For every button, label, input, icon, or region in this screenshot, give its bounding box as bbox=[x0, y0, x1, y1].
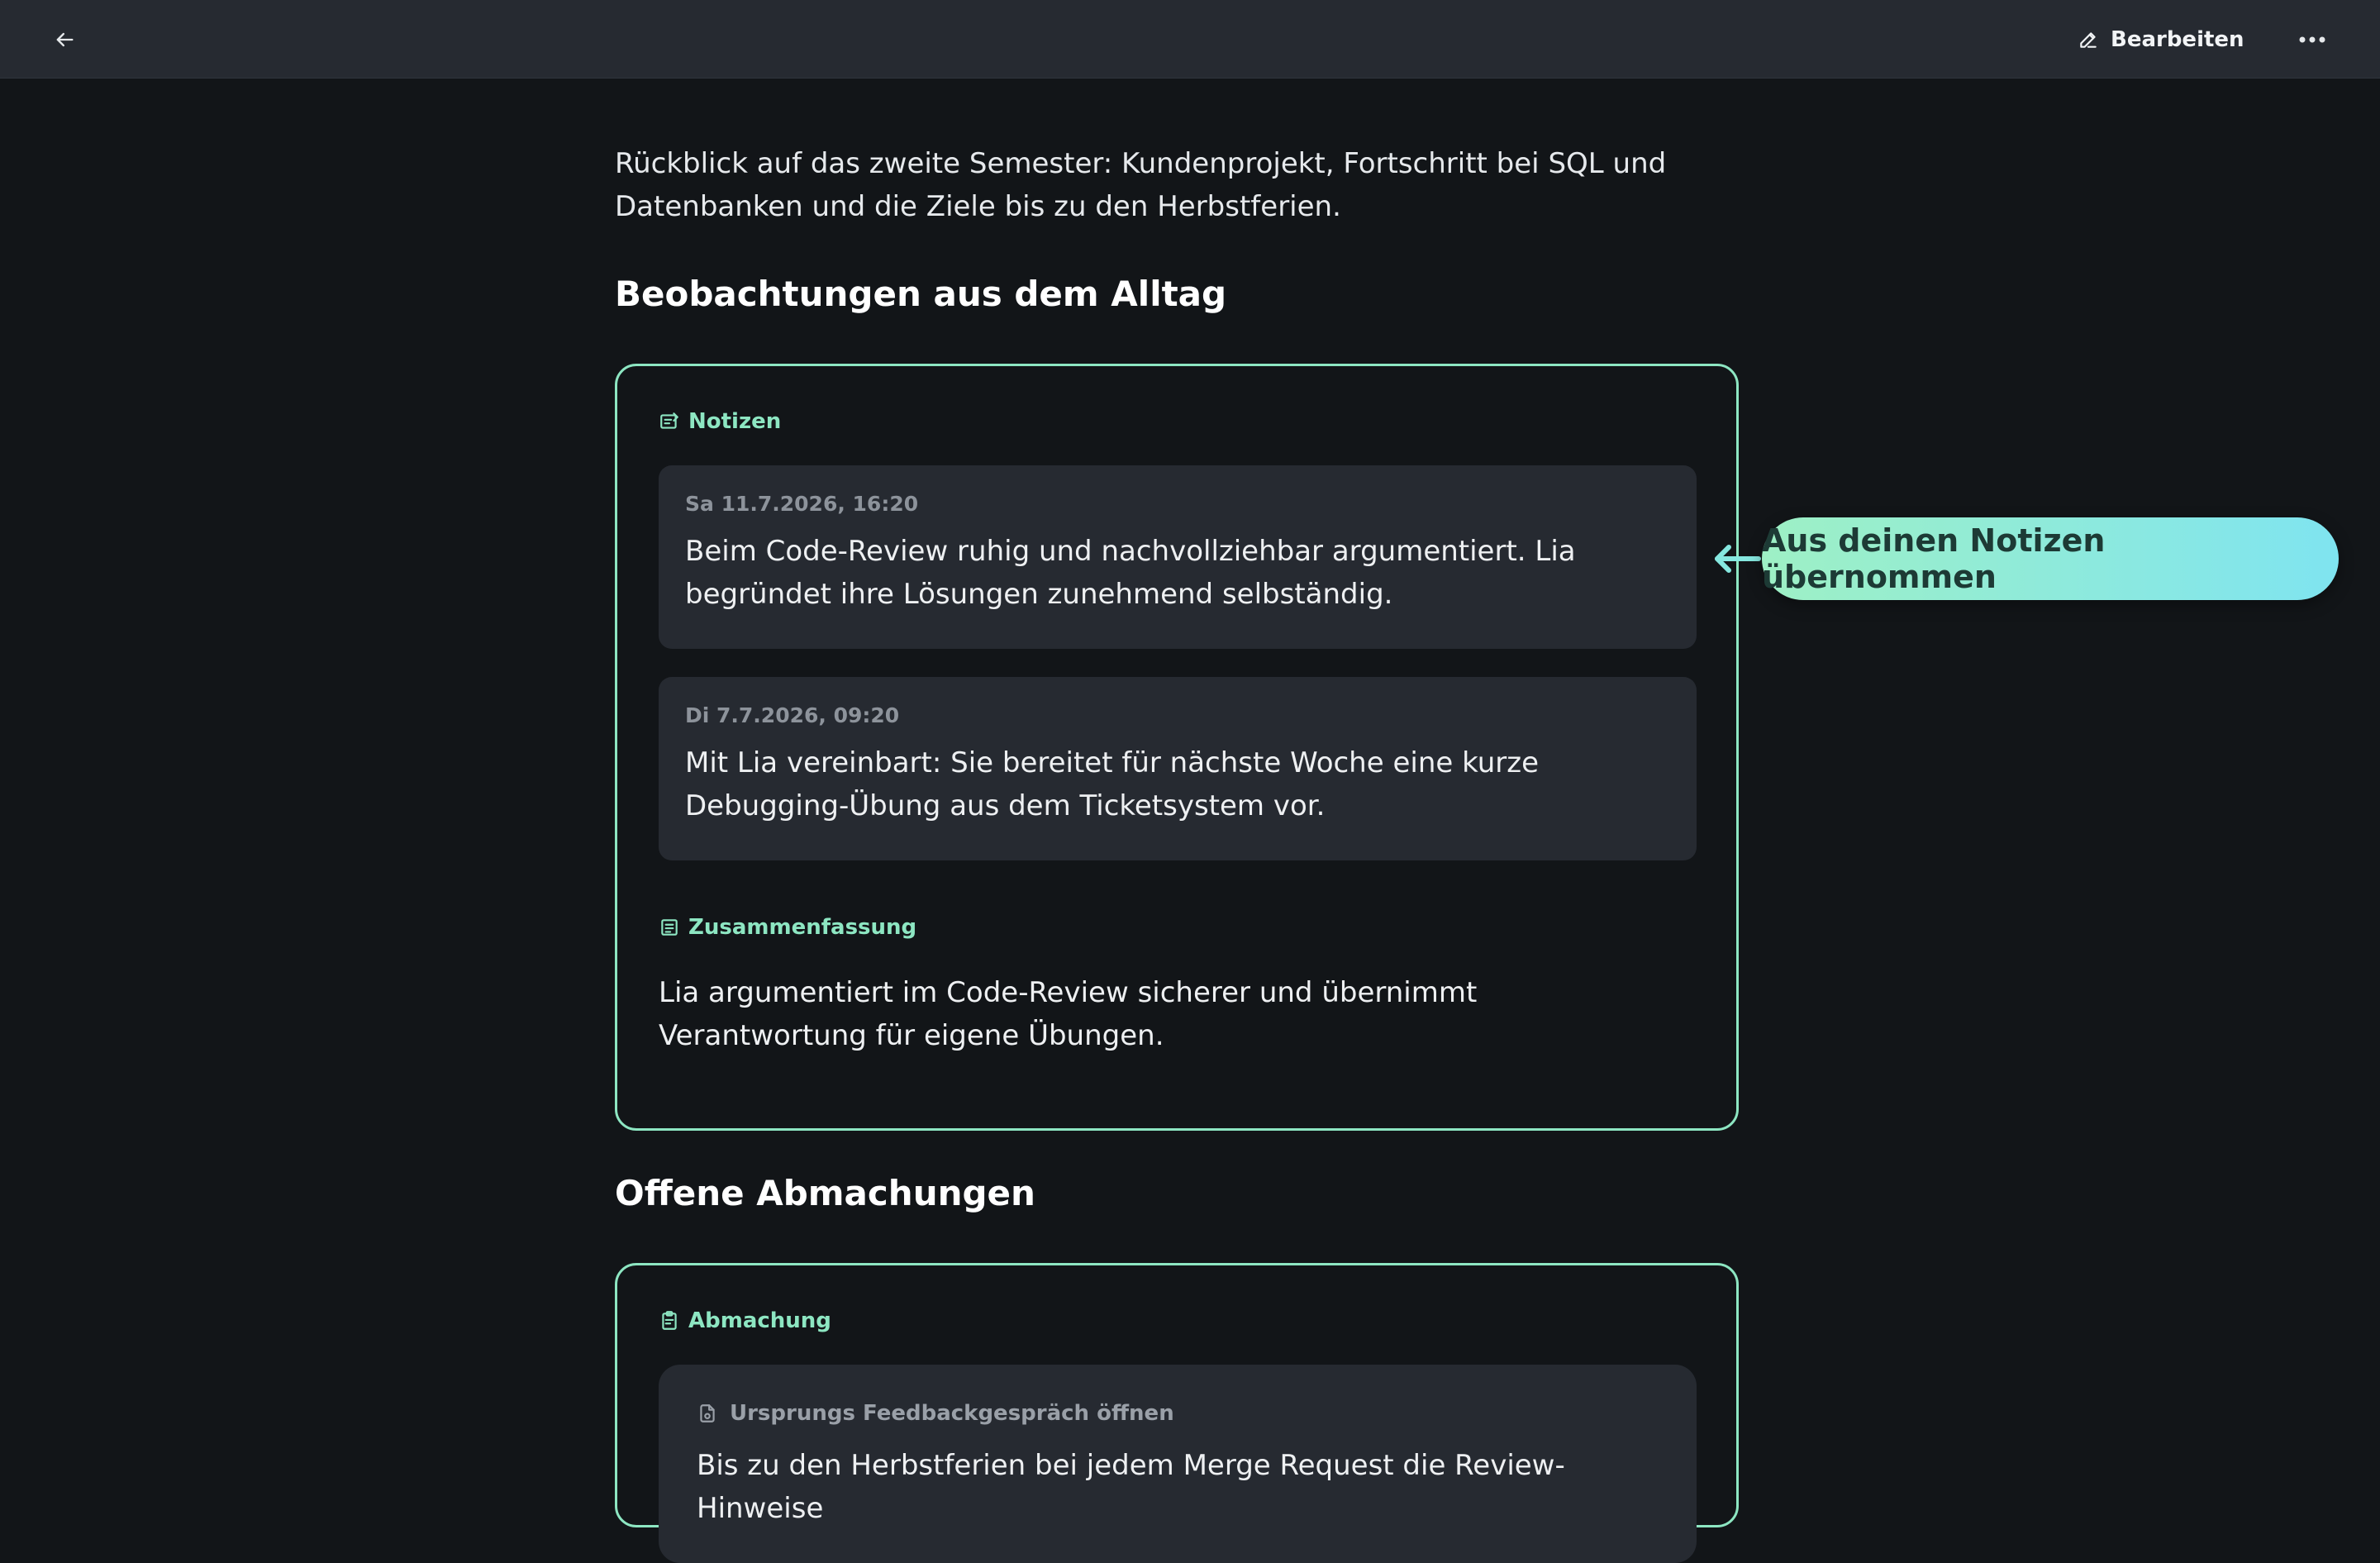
pencil-icon bbox=[2078, 29, 2099, 50]
intro-text: Rückblick auf das zweite Semester: Kundenprojekt, Fortschritt bei SQL und Datenbanken und die Ziele bis zu den Herbstferien. bbox=[615, 147, 1667, 223]
section-title-observations: Beobachtungen aus dem Alltag bbox=[615, 274, 1227, 314]
note-date: Di 7.7.2026, 09:20 bbox=[685, 703, 900, 727]
more-button[interactable] bbox=[2289, 20, 2335, 60]
observations-card bbox=[615, 364, 1739, 1131]
more-horizontal-icon bbox=[2297, 35, 2327, 45]
agreement-label-text: Abmachung bbox=[688, 1308, 831, 1333]
section-title-agreements: Offene Abmachungen bbox=[615, 1173, 1035, 1213]
note-text: Mit Lia vereinbart: Sie bereitet für nächste Woche eine kurze Debugging-Übung aus dem Ticketsystem vor. bbox=[685, 746, 1540, 822]
back-button[interactable] bbox=[46, 21, 83, 58]
arrow-left-icon bbox=[53, 28, 76, 51]
summary-label bbox=[659, 915, 916, 940]
document-link-icon bbox=[697, 1403, 718, 1424]
note-text: Beim Code-Review ruhig und nachvollziehbar argumentiert. Lia begründet ihre Lösungen zunehmend selbständig. bbox=[685, 535, 1576, 611]
open-origin-feedback-link[interactable] bbox=[697, 1401, 1659, 1426]
document-icon bbox=[659, 917, 680, 938]
agreements-card bbox=[615, 1263, 1739, 1527]
note-date: Sa 11.7.2026, 16:20 bbox=[685, 492, 919, 516]
clipboard-icon bbox=[659, 1310, 680, 1332]
agreement-label bbox=[659, 1308, 831, 1333]
notes-icon bbox=[659, 411, 680, 432]
agreement-text: Bis zu den Herbstferien bei jedem Merge Request die Review-Hinweise bbox=[697, 1449, 1565, 1525]
note-item[interactable] bbox=[659, 677, 1697, 860]
top-bar bbox=[0, 0, 2380, 79]
agreement-link-text: Ursprungs Feedbackgespräch öffnen bbox=[730, 1401, 1174, 1426]
summary-text: Lia argumentiert im Code-Review sicherer und übernimmt Verantwortung für eigene Übungen. bbox=[659, 976, 1478, 1052]
arrow-left-icon bbox=[1711, 542, 1762, 575]
note-item[interactable] bbox=[659, 465, 1697, 649]
edit-button[interactable] bbox=[2066, 18, 2256, 61]
agreement-item bbox=[659, 1365, 1697, 1563]
summary-label-text: Zusammenfassung bbox=[688, 915, 917, 940]
notes-label bbox=[659, 409, 781, 434]
notes-label-text: Notizen bbox=[688, 409, 782, 434]
edit-button-label: Bearbeiten bbox=[2111, 27, 2244, 52]
callout-badge: Aus deinen Notizen übernommen bbox=[1762, 517, 2339, 600]
